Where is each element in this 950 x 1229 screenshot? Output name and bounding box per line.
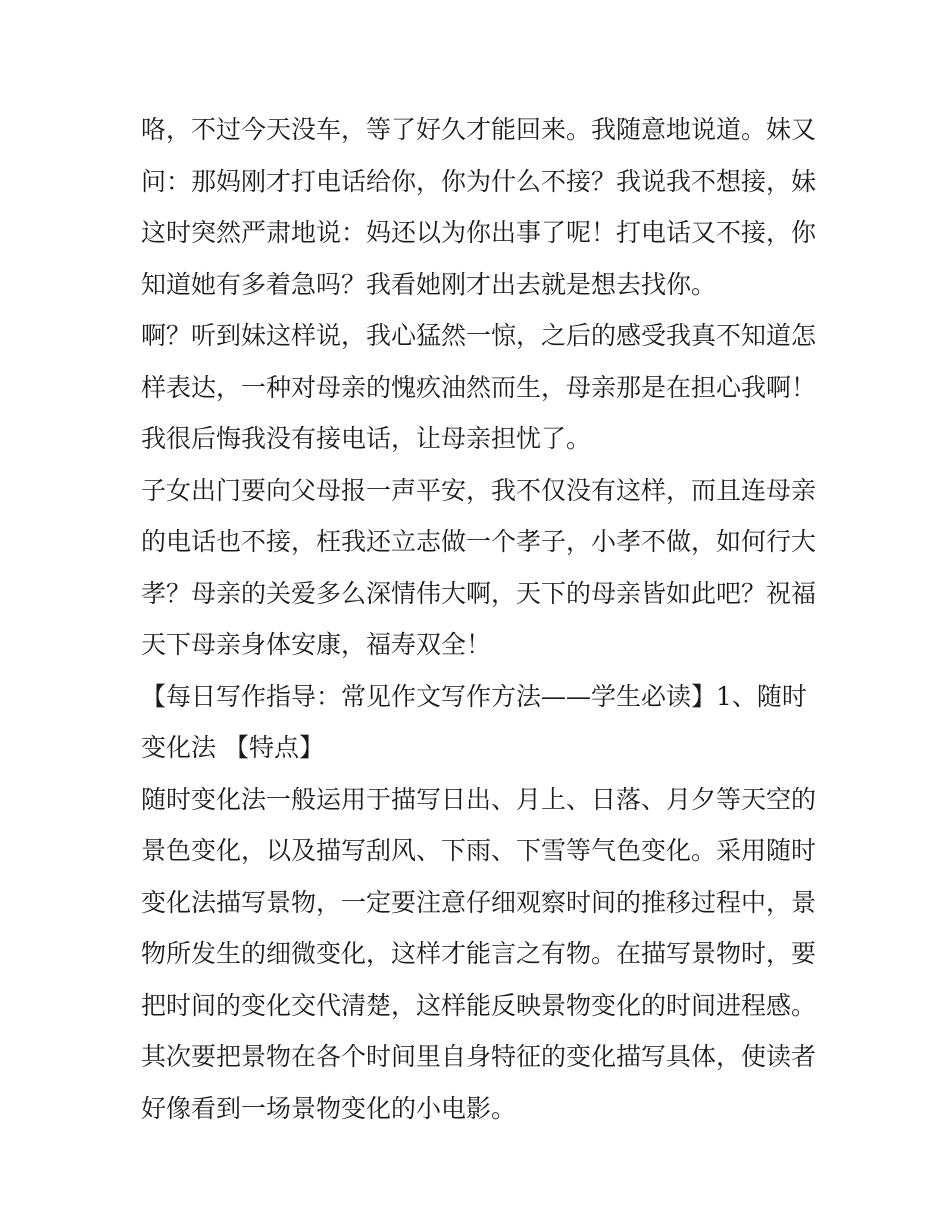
text-line: 啊？听到妹这样说，我心猛然一惊，之后的感受我真不知道怎 — [141, 321, 817, 350]
text-line: 变化法描写景物，一定要注意仔细观察时间的推移过程中，景 — [141, 887, 817, 917]
text-line: 问：那妈刚才打电话给你，你为什么不接？我说我不想接，妹 — [141, 166, 817, 196]
text-line: 知道她有多着急吗？我看她刚才出去就是想去找你。 — [141, 269, 717, 299]
text-line: 我很后悔我没有接电话，让母亲担忧了。 — [141, 424, 592, 453]
section-heading-line: 【每日写作指导：常见作文写作方法——学生必读】1、随时 — [141, 681, 807, 711]
text-line: 的电话也不接，枉我还立志做一个孝子，小孝不做，如何行大 — [141, 527, 817, 556]
text-line: 这时突然严肃地说：妈还以为你出事了呢！打电话又不接，你 — [141, 218, 817, 247]
text-line: 孝？母亲的关爱多么深情伟大啊，天下的母亲皆如此吧？祝福 — [141, 578, 817, 608]
text-line: 咯，不过今天没车，等了好久才能回来。我随意地说道。妹又 — [141, 115, 817, 144]
text-line: 样表达，一种对母亲的愧疚油然而生，母亲那是在担心我啊！ — [141, 372, 817, 402]
text-line: 随时变化法一般运用于描写日出、月上、日落、月夕等天空的 — [141, 784, 817, 814]
document-body — [141, 104, 821, 1134]
text-line: 把时间的变化交代清楚，这样能反映景物变化的时间进程感。 — [141, 990, 817, 1020]
text-line: 好像看到一场景物变化的小电影。 — [141, 1093, 517, 1123]
text-line: 天下母亲身体安康，福寿双全！ — [141, 630, 492, 659]
text-line: 物所发生的细微变化，这样才能言之有物。在描写景物时，要 — [141, 939, 817, 968]
section-heading-line: 变化法 【特点】 — [141, 733, 324, 762]
text-line: 其次要把景物在各个时间里自身特征的变化描写具体，使读者 — [141, 1042, 817, 1071]
text-line: 子女出门要向父母报一声平安，我不仅没有这样，而且连母亲 — [141, 475, 817, 505]
text-line: 景色变化，以及描写刮风、下雨、下雪等气色变化。采用随时 — [141, 836, 817, 865]
